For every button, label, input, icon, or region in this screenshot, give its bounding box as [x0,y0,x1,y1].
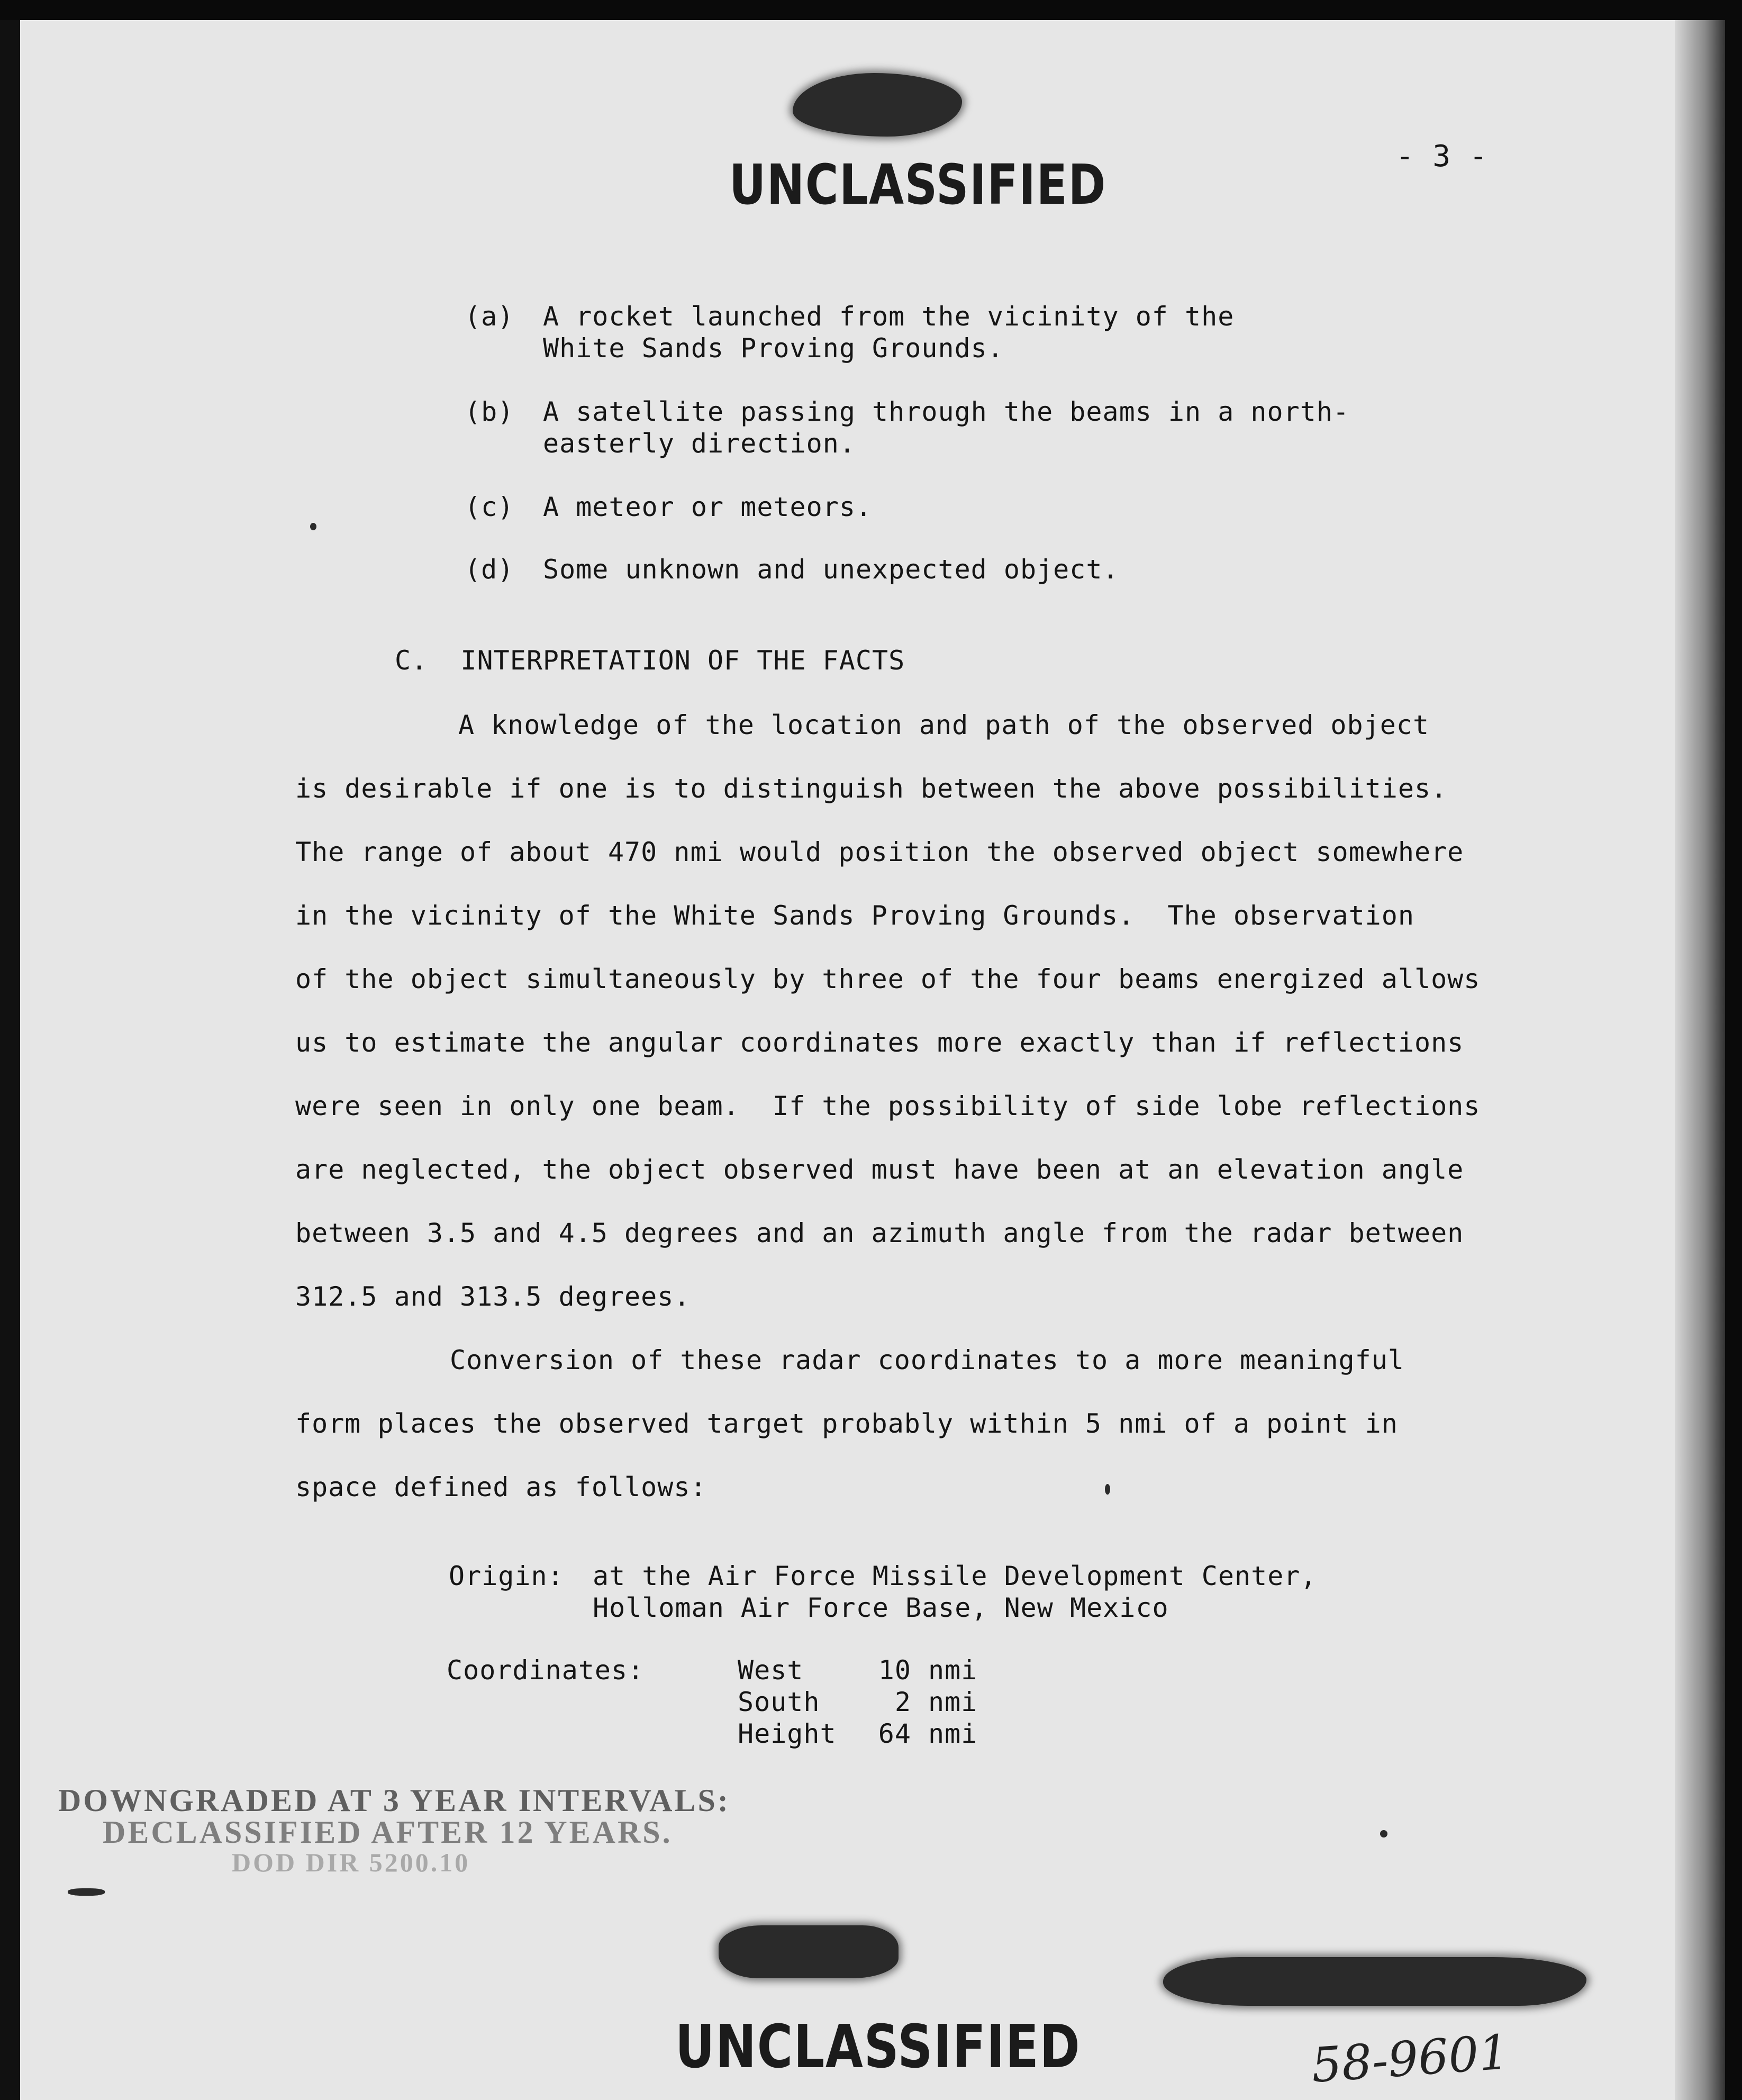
handwritten-number: 58-9601 [1309,2024,1511,2094]
document-page [0,20,1725,2100]
origin-text: at the Air Force Missile Development Center, [593,1561,1317,1591]
paragraph-line: Conversion of these radar coordinates to a more meaningful [450,1345,1404,1375]
classification-stamp-top: UNCLASSIFIED [729,152,1107,217]
paragraph-line: of the object simultaneously by three of the four beams energized allows [295,964,1481,994]
coordinate-direction: South [738,1687,820,1717]
coordinate-unit: nmi [928,1718,978,1749]
paragraph-line: space defined as follows: [295,1472,707,1502]
paragraph-line: are neglected, the object observed must have been at an elevation angle [295,1154,1464,1185]
page-edge-shadow [1675,20,1725,2100]
coordinate-value: 2 [894,1687,911,1717]
origin-label: Origin: [449,1561,564,1591]
list-item-text: A rocket launched from the vicinity of the [543,301,1235,332]
paragraph-line: A knowledge of the location and path of the observed object [458,710,1430,740]
scan-speck [310,523,316,530]
downgrade-stamp-line: DECLASSIFIED AFTER 12 YEARS. [103,1815,673,1850]
paragraph-line: us to estimate the angular coordinates more exactly than if reflections [295,1027,1464,1058]
list-item-label: (c) [465,492,514,522]
redaction-mark-bottom-center [719,1925,899,1978]
coordinate-unit: nmi [928,1687,978,1717]
coordinate-value: 10 [878,1655,911,1686]
list-item-text: White Sands Proving Grounds. [543,333,1004,364]
section-heading: C. INTERPRETATION OF THE FACTS [395,645,905,676]
list-item-text: Some unknown and unexpected object. [543,554,1119,585]
scan-speck [1380,1830,1387,1837]
coordinate-unit: nmi [928,1655,978,1686]
coordinates-label: Coordinates: [447,1655,645,1686]
scan-speck [68,1888,105,1896]
paragraph-line: in the vicinity of the White Sands Proving Grounds. The observation [295,900,1414,931]
paragraph-line: 312.5 and 313.5 degrees. [295,1281,691,1312]
list-item-label: (d) [465,554,514,585]
paragraph-line: were seen in only one beam. If the possibility of side lobe reflections [295,1091,1481,1121]
paragraph-line: form places the observed target probably within 5 nmi of a point in [295,1408,1398,1439]
list-item-text: A satellite passing through the beams in a north- [543,396,1350,427]
redaction-mark-bottom-right [1163,1957,1586,2006]
page-number: - 3 - [1396,139,1488,174]
downgrade-stamp-line: DOWNGRADED AT 3 YEAR INTERVALS: [58,1783,730,1818]
paragraph-line: is desirable if one is to distinguish between the above possibilities. [295,773,1448,804]
list-item-label: (a) [465,301,514,332]
coordinate-direction: West [738,1655,804,1686]
list-item-label: (b) [465,396,514,427]
paragraph-line: between 3.5 and 4.5 degrees and an azimuth angle from the radar between [295,1218,1464,1248]
downgrade-stamp-line: DOD DIR 5200.10 [232,1848,470,1877]
classification-stamp-bottom: UNCLASSIFIED [675,2013,1081,2081]
coordinate-value: 64 [878,1718,911,1749]
origin-text: Holloman Air Force Base, New Mexico [593,1592,1169,1623]
coordinate-direction: Height [738,1718,837,1749]
list-item-text: easterly direction. [543,428,856,459]
paragraph-line: The range of about 470 nmi would position the observed object somewhere [295,837,1464,867]
redaction-mark-top [793,73,962,137]
scan-speck [1105,1484,1110,1495]
list-item-text: A meteor or meteors. [543,492,873,522]
